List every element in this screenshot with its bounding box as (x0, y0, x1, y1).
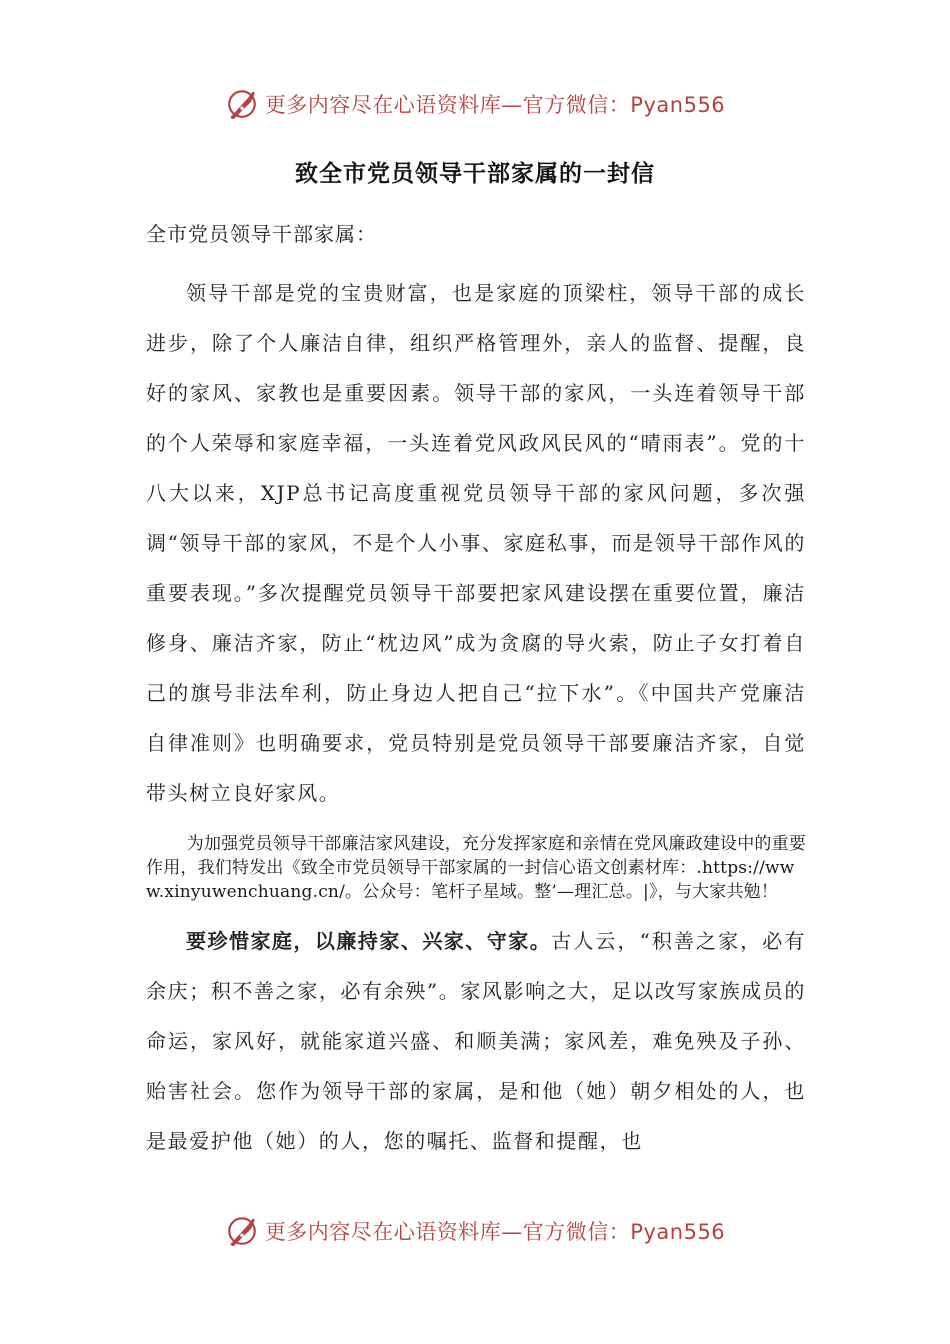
pen-nib-logo-icon (225, 1214, 259, 1248)
letter-body (146, 209, 806, 1166)
banner-text: 更多内容尽在心语资料库—官方微信：Pyan556 (264, 1220, 726, 1244)
salutation: 全市党员领导干部家属： (146, 222, 377, 246)
header-banner (0, 84, 950, 124)
banner-text: 更多内容尽在心语资料库—官方微信：Pyan556 (264, 93, 726, 117)
footer-banner (0, 1211, 950, 1251)
paragraph-2-lead: 要珍惜家庭，以廉持家、兴家、守家。 (186, 929, 552, 953)
note-paragraph: 为加强党员领导干部廉洁家风建设，充分发挥家庭和亲情在党风廉政建设中的重要作用，我们特发出《致全市党员领导干部家属的一封信心语文创素材库：.https://www.xinyuwenchuang.cn/。公众号：笔杆子星域。整’—理汇总。|》，与大家共勉！ (146, 834, 806, 902)
paragraph-2-text: 古人云，“积善之家，必有余庆；积不善之家，必有余殃”。家风影响之大，足以改写家族成员的命运，家风好，就能家道兴盛、和顺美满；家风差，难免殃及子孙、贻害社会。您作为领导干部的家属，是和他（她）朝夕相处的人，也是最爱护他（她）的人，您的嘱托、监督和提醒，也 (146, 929, 806, 1153)
pen-nib-logo-icon (225, 87, 259, 121)
paragraph-1: 领导干部是党的宝贵财富，也是家庭的顶梁柱，领导干部的成长进步，除了个人廉洁自律，组织严格管理外，亲人的监督、提醒，良好的家风、家教也是重要因素。领导干部的家风，一头连着领导干部的个人荣辱和家庭幸福，一头连着党风政风民风的“晴雨表”。党的十八大以来，XJP总书记高度重视党员领导干部的家风问题，多次强调“领导干部的家风，不是个人小事、家庭私事，而是领导干部作风的重要表现。”多次提醒党员领导干部要把家风建设摆在重要位置，廉洁修身、廉洁齐家，防止“枕边风”成为贪腐的导火索，防止子女打着自己的旗号非法牟利，防止身边人把自己“拉下水”。《中国共产党廉洁自律准则》也明确要求，党员特别是党员领导干部要廉洁齐家，自觉带头树立良好家风。 (146, 281, 806, 805)
paragraph-2 (146, 916, 806, 1166)
document-title: 致全市党员领导干部家属的一封信 (295, 161, 655, 187)
